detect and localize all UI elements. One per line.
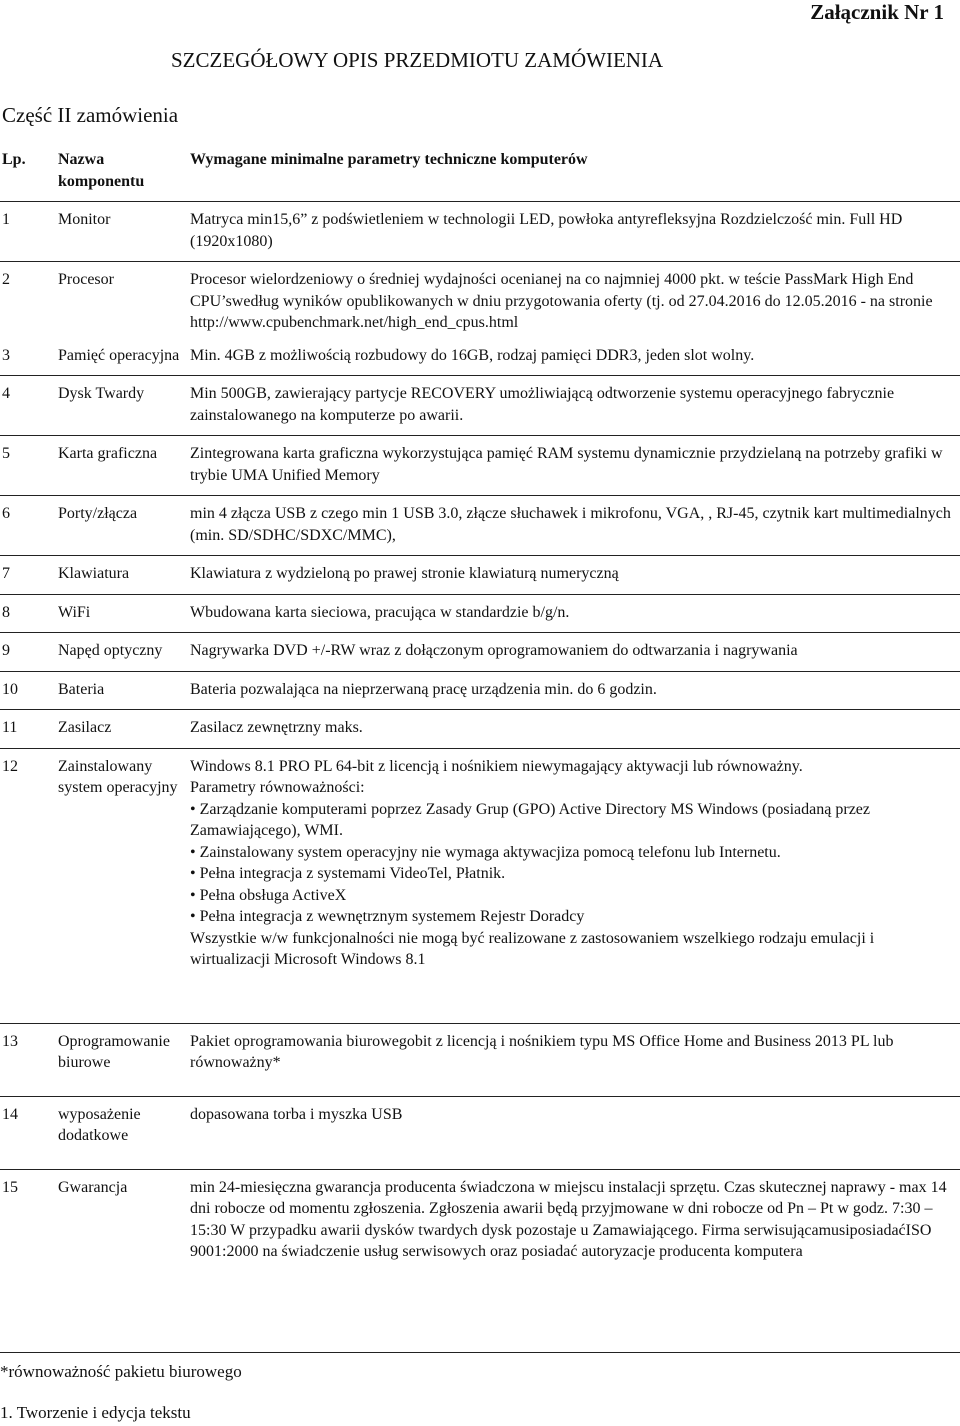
attachment-label: Załącznik Nr 1 (810, 0, 944, 24)
row-number: 1 (0, 202, 58, 262)
requirement-bullet: • Pełna integracja z systemami VideoTel, Płatnik. (190, 863, 956, 885)
table-row (0, 1169, 960, 1272)
requirements-cell (190, 376, 960, 436)
component-name: Porty/złącza (58, 496, 190, 556)
component-name: Klawiatura (58, 556, 190, 595)
table-row (0, 202, 960, 262)
table-header-row (0, 142, 960, 202)
component-name: Napęd optyczny (58, 633, 190, 672)
component-name: Pamięć operacyjna (58, 346, 180, 364)
table-row (0, 748, 960, 1023)
table-row (0, 556, 960, 595)
column-header-requirements: Wymagane minimalne parametry techniczne komputerów (190, 151, 588, 168)
table-row (0, 262, 960, 343)
row-number: 9 (0, 633, 58, 672)
component-name: Procesor (58, 262, 190, 343)
requirement-bullet: • Zarządzanie komputerami poprzez Zasady Grup (GPO) Active Directory MS Windows (posiadaną przez Zamawiającego), WMI. (190, 799, 956, 842)
requirement-text: Zintegrowana karta graficzna wykorzystująca pamięć RAM systemu dynamicznie przydzielaną na potrzeby grafiki w trybie UMA Unified Memory (190, 445, 943, 484)
spec-table (0, 142, 960, 1272)
requirements-cell (190, 262, 960, 343)
footnote: *równoważność pakietu biurowego (0, 1362, 242, 1381)
footer-list-item: 1. Tworzenie i edycja tekstu (0, 1403, 191, 1422)
requirements-cell (190, 1169, 960, 1272)
requirement-text: Bateria pozwalająca na nieprzerwaną pracę urządzenia min. do 6 godzin. (190, 680, 657, 698)
requirements-cell (190, 556, 960, 595)
requirement-text: Min. 4GB z możliwością rozbudowy do 16GB, rodzaj pamięci DDR3, jeden slot wolny. (190, 346, 755, 364)
row-number: 13 (0, 1023, 58, 1096)
requirement-text: Nagrywarka DVD +/-RW wraz z dołączonym oprogramowaniem do odtwarzania i nagrywania (190, 642, 798, 659)
requirements-cell (190, 710, 960, 749)
table-row (0, 633, 960, 672)
row-number: 7 (0, 556, 58, 595)
component-name: WiFi (58, 594, 190, 633)
table-row (0, 671, 960, 710)
row-number: 2 (0, 262, 58, 343)
table-row (0, 436, 960, 496)
row-number: 5 (0, 436, 58, 496)
requirement-text: Min 500GB, zawierający partycje RECOVERY umożliwiającą odtworzenie systemu operacyjnego fabrycznie zainstalowanego na komputerze po awarii. (190, 385, 895, 424)
table-row (0, 496, 960, 556)
requirements-cell (190, 671, 960, 710)
row-number: 12 (0, 748, 58, 1023)
table-row (0, 1023, 960, 1096)
row-number: 4 (0, 376, 58, 436)
requirement-text: Parametry równoważności: (190, 779, 365, 796)
requirement-bullet: • Zainstalowany system operacyjny nie wymaga aktywacjiza pomocą telefonu lub Internetu. (190, 842, 956, 864)
requirement-bullet: • Pełna obsługa ActiveX (190, 885, 956, 907)
table-row (0, 594, 960, 633)
requirement-text: Zasilacz zewnętrzny maks. (190, 719, 363, 736)
table-body (0, 202, 960, 1272)
requirement-text: Wbudowana karta sieciowa, pracująca w standardzie b/g/n. (190, 603, 570, 621)
requirements-cell (190, 202, 960, 262)
requirements-cell (190, 1096, 960, 1169)
component-name: Zasilacz (58, 710, 190, 749)
requirements-cell (190, 748, 960, 1023)
table-row (0, 710, 960, 749)
table-row (0, 1096, 960, 1169)
requirement-text: Pakiet oprogramowania biurowegobit z licencją i nośnikiem typu MS Office Home and Business 2013 PL lub równoważny* (190, 1032, 894, 1071)
row-number: 8 (0, 594, 58, 633)
requirements-cell (190, 496, 960, 556)
requirement-note: Wszystkie w/w funkcjonalności nie mogą być realizowane z zastosowaniem wszelkiego rodzaju emulacji i wirtualizacji Microsoft Windows 8.1 (190, 929, 875, 968)
component-name: wyposażenie dodatkowe (58, 1096, 190, 1169)
table-row (0, 376, 960, 436)
component-name: Karta graficzna (58, 436, 190, 496)
column-header-name: Nazwa komponentu (58, 151, 145, 190)
requirement-text: dopasowana torba i myszka USB (190, 1105, 403, 1123)
requirement-text: Windows 8.1 PRO PL 64-bit z licencją i nośnikiem niewymagający aktywacji lub równoważny. (190, 757, 803, 775)
row-number: 3 (2, 346, 10, 364)
requirements-cell (190, 343, 960, 376)
component-name: Zainstalowany system operacyjny (58, 748, 190, 1023)
requirement-text: Matryca min15,6” z podświetleniem w technologii LED, powłoka antyrefleksyjna Rozdzielczość min. Full HD (1920x1080) (190, 211, 903, 250)
row-number: 10 (0, 671, 58, 710)
component-name: Bateria (58, 671, 190, 710)
component-name: Oprogramowanie biurowe (58, 1023, 190, 1096)
requirement-text: min 24-miesięczna gwarancja producenta świadczona w miejscu instalacji sprzętu. Czas skutecznej naprawy - max 14 dni robocze od momentu zgłoszenia. Zgłoszenia awarii będą przyjmowane w dni robocze od Pn – Pt w godz. 7:30 – 15:30 W przypadku awarii dysków twardych dysk pozostaje u Zamawiającego. Firma serwisującamusiposiadaćISO 9001:2000 na świadczenie usług serwisowych oraz posiadać autoryzacje producenta komputera (190, 1178, 947, 1260)
row-number: 15 (0, 1169, 58, 1272)
row-number: 6 (0, 496, 58, 556)
requirement-bullet: • Pełna integracja z wewnętrznym systemem Rejestr Doradcy (190, 906, 956, 928)
requirement-text: min 4 złącza USB z czego min 1 USB 3.0, złącze słuchawek i mikrofonu, VGA, , RJ-45, czytnik kart multimedialnych (min. SD/SDHC/SDXC/MMC), (190, 505, 951, 544)
table-bottom-border (0, 1352, 960, 1353)
table-row (0, 343, 960, 376)
requirement-text: Klawiatura z wydzieloną po prawej stronie klawiaturą numeryczną (190, 565, 619, 582)
requirements-cell (190, 594, 960, 633)
row-number: 14 (0, 1096, 58, 1169)
requirements-cell (190, 633, 960, 672)
row-number: 11 (0, 710, 58, 749)
requirements-cell (190, 1023, 960, 1096)
column-header-lp: Lp. (2, 151, 26, 168)
requirement-text: Procesor wielordzeniowy o średniej wydajności ocenianej na co najmniej 4000 pkt. w teście PassMark High End CPU’swedług wyników opublikowanych w dniu przygotowania oferty (tj. od 27.04.2016 do 12.05.2016 - na stronie http://www.cpubenchmark.net/high_end_cpus.html (190, 271, 933, 331)
component-name: Gwarancja (58, 1169, 190, 1272)
component-name: Monitor (58, 202, 190, 262)
page-title: SZCZEGÓŁOWY OPIS PRZEDMIOTU ZAMÓWIENIA (171, 48, 664, 72)
requirements-cell (190, 436, 960, 496)
component-name: Dysk Twardy (58, 376, 190, 436)
section-title: Część II zamówienia (2, 103, 179, 127)
